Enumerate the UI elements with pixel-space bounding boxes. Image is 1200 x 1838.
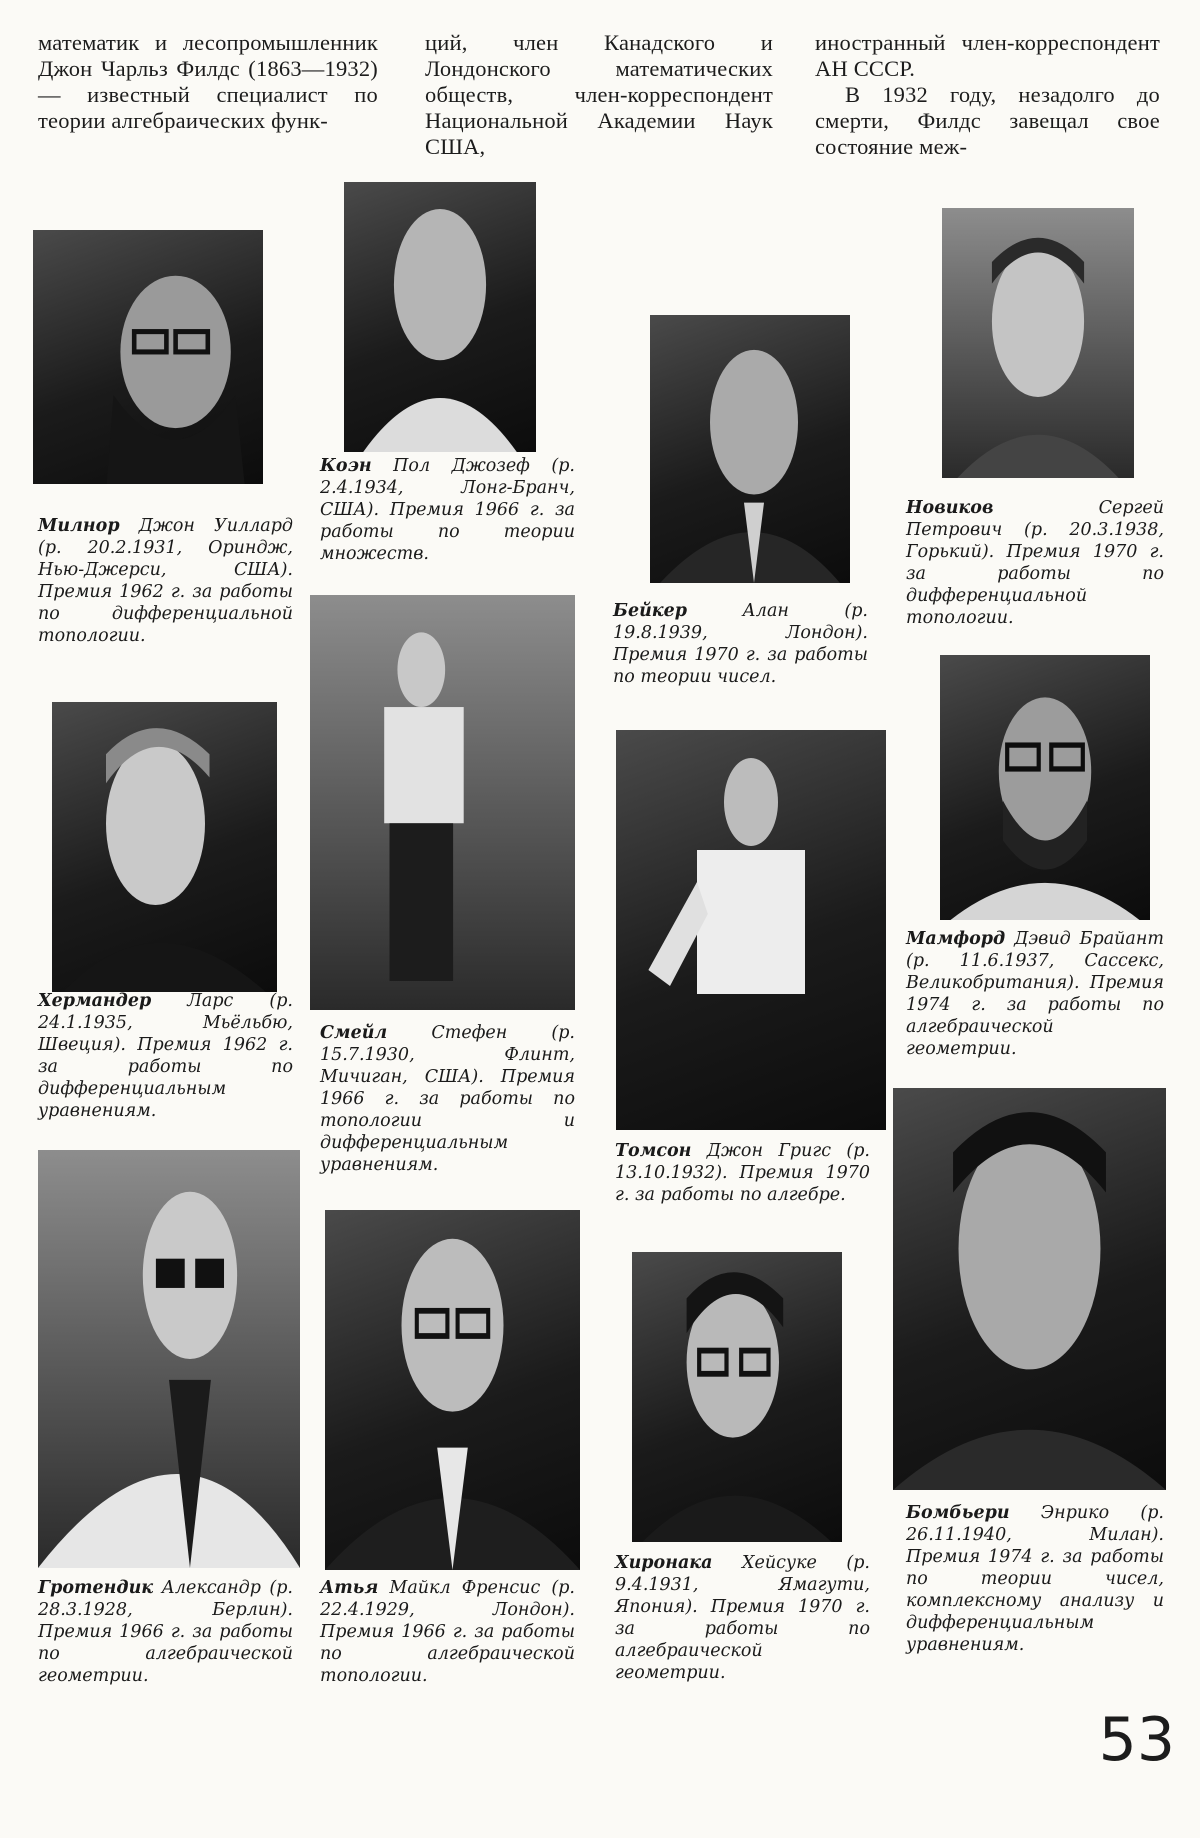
caption-text: Дэвид Брайант (р. 11.6.1937, Сассекс, Великобритания). Премия 1974 г. за работы по алгебраической геометрии. <box>906 929 1164 1059</box>
caption-surname: Бейкер <box>613 601 688 621</box>
intro-text: В 1932 году, незадолго до смерти, Филдс завещал свое состояние меж- <box>815 82 1160 159</box>
intro-column-3 <box>815 30 1160 170</box>
photo-baker <box>650 315 850 583</box>
caption-surname: Томсон <box>615 1141 692 1161</box>
caption-text: Александр (р. 28.3.1928, Берлин). Премия 1966 г. за работы по алгебраической геометрии. <box>38 1578 293 1686</box>
caption-text: Хейсуке (р. 9.4.1931, Ямагути, Япония). Премия 1970 г. за работы по алгебраической геометрии. <box>615 1553 870 1683</box>
photo-milnor <box>33 230 263 484</box>
photo-thompson <box>616 730 886 1130</box>
caption-milnor <box>38 515 293 647</box>
caption-grothendieck <box>38 1577 293 1687</box>
caption-thompson <box>615 1140 870 1206</box>
caption-text: Стефен (р. 15.7.1930, Флинт, Мичиган, США). Премия 1966 г. за работы по топологии и дифференциальным уравнениям. <box>320 1023 575 1175</box>
caption-surname: Коэн <box>320 456 372 476</box>
intro-column-1 <box>38 30 378 170</box>
caption-text: Джон Уиллард (р. 20.2.1931, Ориндж, Нью-Джерси, США). Премия 1962 г. за работы по дифференциальной топологии. <box>38 516 293 646</box>
photo-bombieri <box>893 1088 1166 1490</box>
photo-smale <box>310 595 575 1010</box>
caption-text: Энрико (р. 26.11.1940, Милан). Премия 1974 г. за работы по теории чисел, комплексному анализу и дифференциальным уравнениям. <box>906 1503 1164 1655</box>
intro-text: иностранный член-корреспондент АН СССР. <box>815 30 1160 81</box>
caption-surname: Смейл <box>320 1023 388 1043</box>
intro-column-2 <box>425 30 773 170</box>
caption-surname: Хиронака <box>615 1553 713 1573</box>
caption-baker <box>613 600 868 688</box>
photo-atiyah <box>325 1210 580 1570</box>
caption-surname: Атья <box>320 1578 379 1598</box>
caption-text: Джон Григс (р. 13.10.1932). Премия 1970 г. за работы по алгебре. <box>615 1141 870 1205</box>
caption-text: Сергей Петрович (р. 20.3.1938, Горький). Премия 1970 г. за работы по дифференциальной топологии. <box>906 498 1164 628</box>
page-number: 53 <box>1098 1705 1175 1775</box>
photo-mumford <box>940 655 1150 920</box>
caption-surname: Мамфорд <box>906 929 1006 949</box>
caption-smale <box>320 1022 575 1176</box>
caption-surname: Милнор <box>38 516 120 536</box>
caption-surname: Бомбьери <box>906 1503 1010 1523</box>
caption-bombieri <box>906 1502 1164 1656</box>
caption-text: Пол Джозеф (р. 2.4.1934, Лонг-Бранч, США). Премия 1966 г. за работы по теории множеств. <box>320 456 575 564</box>
intro-text: ций, член Канадского и Лондонского математических обществ, член-корреспондент Национальной Академии Наук США, <box>425 30 773 159</box>
photo-cohen <box>344 182 536 452</box>
photo-novikov <box>942 208 1134 478</box>
caption-text: Ларс (р. 24.1.1935, Мьёльбю, Швеция). Премия 1962 г. за работы по дифференциальным уравнениям. <box>38 991 293 1121</box>
caption-atiyah <box>320 1577 575 1687</box>
caption-text: Майкл Френсис (р. 22.4.1929, Лондон). Премия 1966 г. за работы по алгебраической топологии. <box>320 1578 575 1686</box>
caption-text: Алан (р. 19.8.1939, Лондон). Премия 1970 г. за работы по теории чисел. <box>613 601 868 687</box>
caption-hormander <box>38 990 293 1122</box>
caption-mumford <box>906 928 1164 1060</box>
caption-surname: Гротендик <box>38 1578 154 1598</box>
caption-surname: Хермандер <box>38 991 152 1011</box>
intro-text: математик и лесопромышленник Джон Чарльз Филдс (1863—1932) — известный специалист по теории алгебраических функ- <box>38 30 378 133</box>
photo-hormander <box>52 702 277 992</box>
photo-grothendieck <box>38 1150 300 1568</box>
caption-cohen <box>320 455 575 565</box>
photo-hironaka <box>632 1252 842 1542</box>
caption-surname: Новиков <box>906 498 994 518</box>
caption-novikov <box>906 497 1164 629</box>
caption-hironaka <box>615 1552 870 1684</box>
